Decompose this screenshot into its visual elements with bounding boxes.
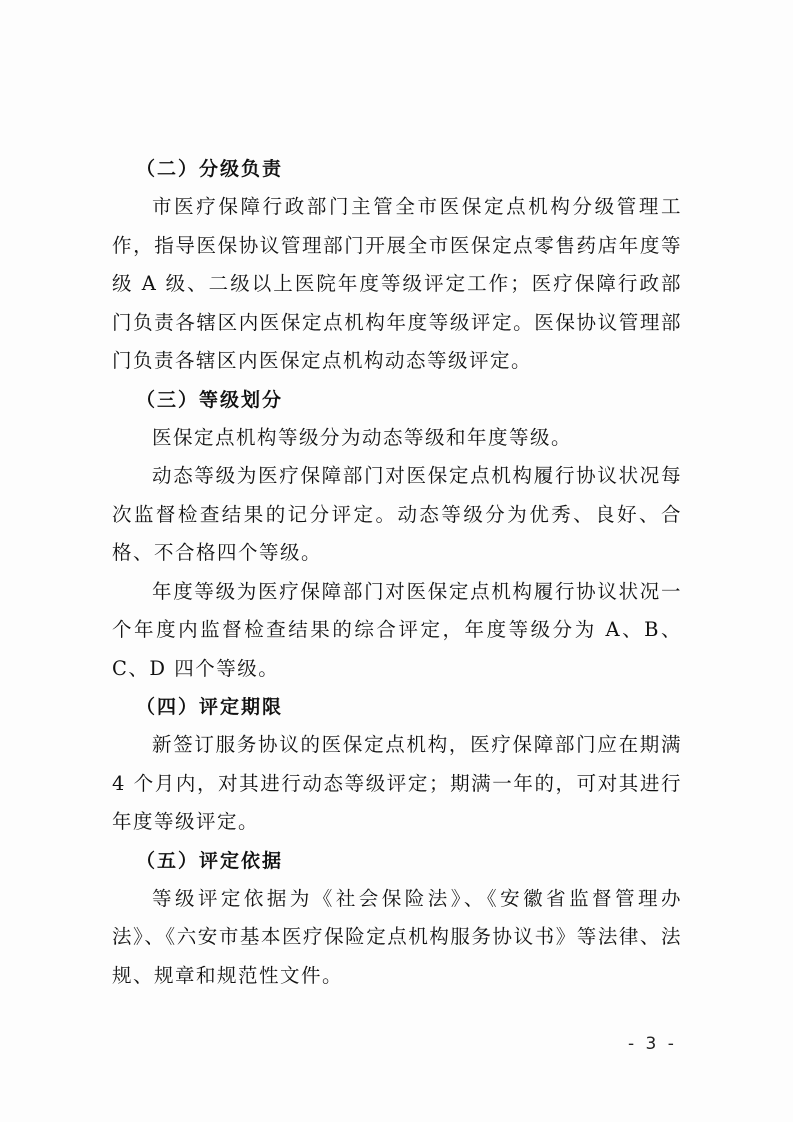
section-heading-4: （四）评定期限 xyxy=(136,696,284,718)
page-number: - 3 - xyxy=(628,1034,677,1054)
section-5-paragraph-1: 等级评定依据为《社会保险法》、《安徽省监督管理办法》、《六安市基本医疗保险定点机构服务协议书》等法律、法规、规章和规范性文件。 xyxy=(112,886,682,987)
section-3-paragraph-2: 动态等级为医疗保障部门对医保定点机构履行协议状况每次监督检查结果的记分评定。动态等级分为优秀、良好、合格、不合格四个等级。 xyxy=(112,464,682,564)
section-3-paragraph-3: 年度等级为医疗保障部门对医保定点机构履行协议状况一个年度内监督检查结果的综合评定，年度等级分为 A、B、C、D 四个等级。 xyxy=(112,579,682,680)
section-2-paragraph-1: 市医疗保障行政部门主管全市医保定点机构分级管理工作，指导医保协议管理部门开展全市医保定点零售药店年度等级 A 级、二级以上医院年度等级评定工作；医疗保障行政部门负责各辖区内医保定点机构年度等级评定。医保协议管理部门负责各辖区内医保定点机构动态等级评定。 xyxy=(112,195,682,372)
section-heading-2: （二）分级负责 xyxy=(136,158,284,180)
section-4-paragraph-1: 新签订服务协议的医保定点机构，医疗保障部门应在期满 4 个月内，对其进行动态等级评定；期满一年的，可对其进行年度等级评定。 xyxy=(112,733,682,833)
document-body xyxy=(112,150,682,995)
section-heading-5: （五）评定依据 xyxy=(136,849,284,872)
section-heading-3: （三）等级划分 xyxy=(136,388,284,411)
section-3-paragraph-1: 医保定点机构等级分为动态等级和年度等级。 xyxy=(152,425,573,449)
